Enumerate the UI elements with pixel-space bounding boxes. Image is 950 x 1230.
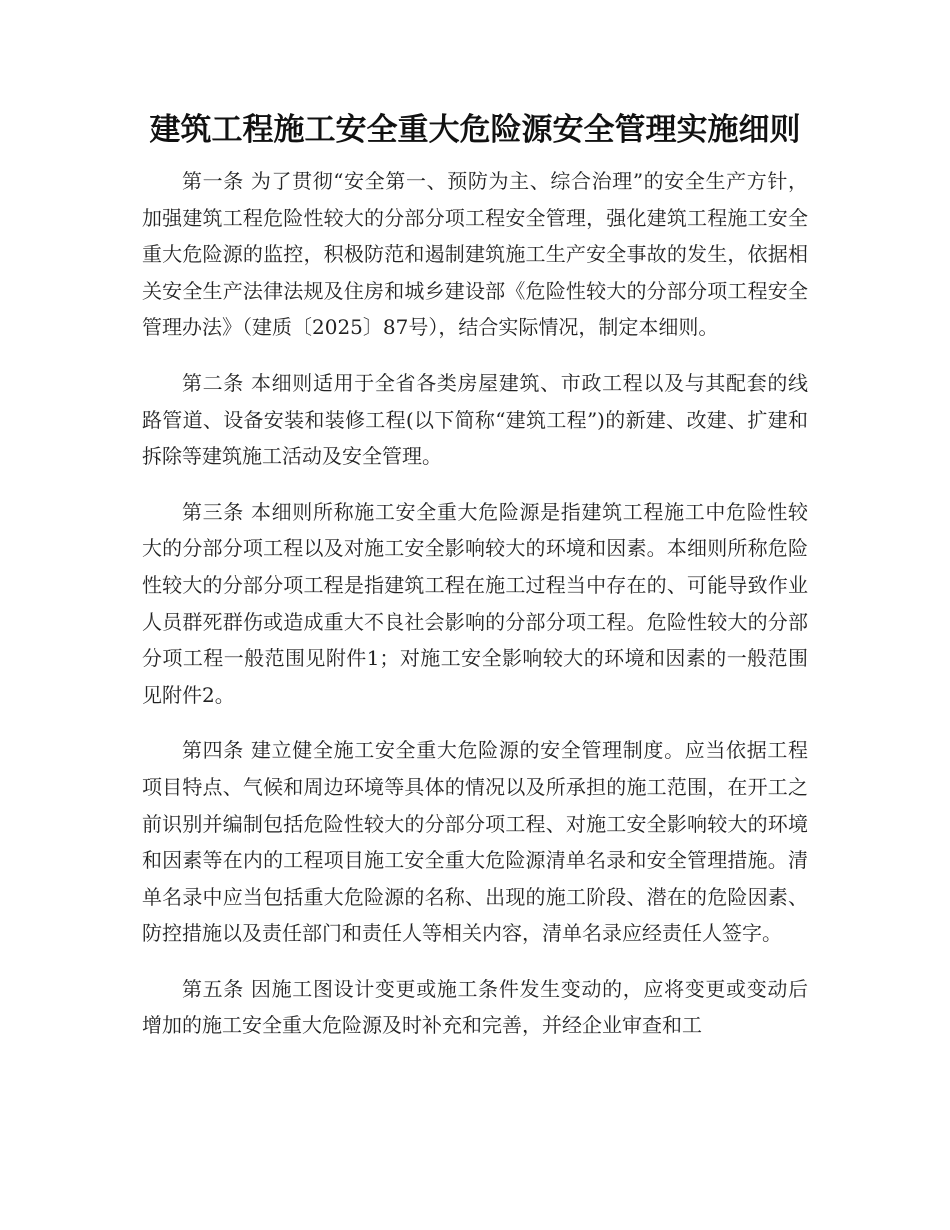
article-2-paragraph: 第二条 本细则适用于全省各类房屋建筑、市政工程以及与其配套的线路管道、设备安装和装修工程(以下简称“建筑工程”)的新建、改建、扩建和拆除等建筑施工活动及安全管理。 [142,370,808,469]
document-body [142,163,808,1063]
article-5-paragraph: 第五条 因施工图设计变更或施工条件发生变动的，应将变更或变动后增加的施工安全重大危险源及时补充和完善，并经企业审查和工 [142,976,808,1038]
article-1-paragraph: 第一条 为了贯彻“安全第一、预防为主、综合治理”的安全生产方针，加强建筑工程危险性较大的分部分项工程安全管理，强化建筑工程施工安全重大危险源的监控，积极防范和遏制建筑施工生产安全事故的发生，依据相关安全生产法律法规及住房和城乡建设部《危险性较大的分部分项工程安全管理办法》（建质〔2025〕87号），结合实际情况，制定本细则。 [142,169,808,340]
article-4-paragraph: 第四条 建立健全施工安全重大危险源的安全管理制度。应当依据工程项目特点、气候和周边环境等具体的情况以及所承担的施工范围，在开工之前识别并编制包括危险性较大的分部分项工程、对施工安全影响较大的环境和因素等在内的工程项目施工安全重大危险源清单名录和安全管理措施。清单名录中应当包括重大危险源的名称、出现的施工阶段、潜在的危险因素、防控措施以及责任部门和责任人等相关内容，清单名录应经责任人签字。 [142,738,808,946]
article-3-paragraph: 第三条 本细则所称施工安全重大危险源是指建筑工程施工中危险性较大的分部分项工程以及对施工安全影响较大的环境和因素。本细则所称危险性较大的分部分项工程是指建筑工程在施工过程当中存在的、可能导致作业人员群死群伤或造成重大不良社会影响的分部分项工程。危险性较大的分部分项工程一般范围见附件1；对施工安全影响较大的环境和因素的一般范围见附件2。 [142,499,808,707]
document-title: 建筑工程施工安全重大危险源安全管理实施细则 [149,112,801,148]
